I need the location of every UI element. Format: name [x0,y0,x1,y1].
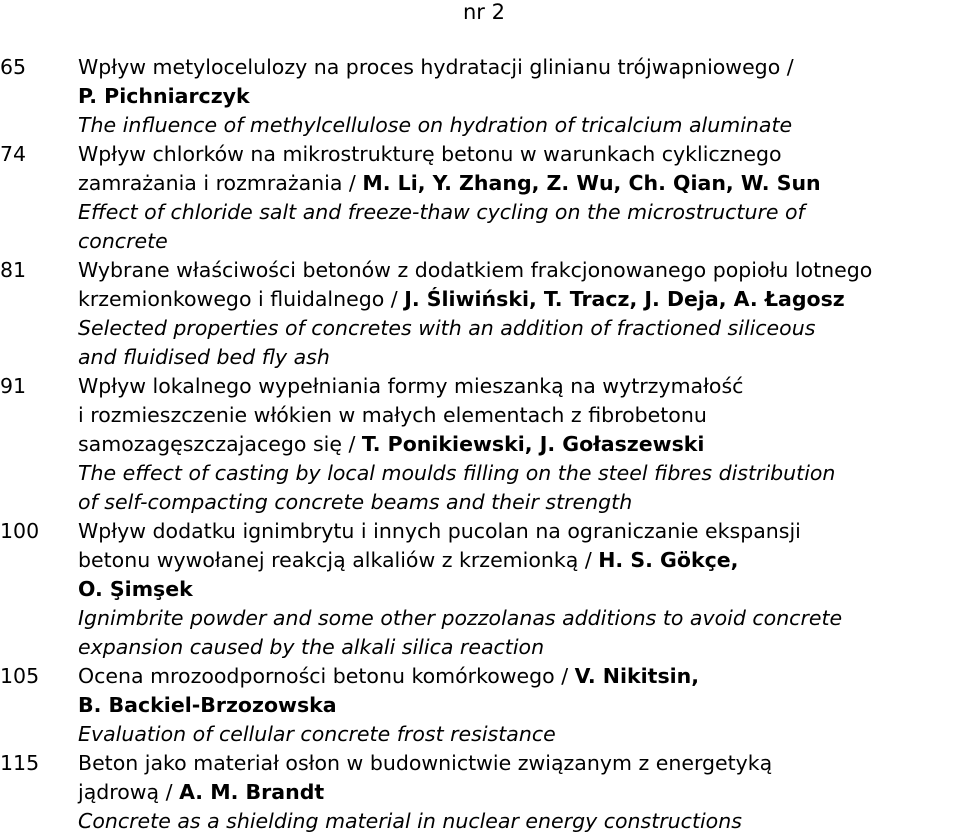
toc-entry[interactable] [0,256,960,372]
authors: J. Śliwiński, T. Tracz, J. Deja, A. Łagosz [404,287,845,311]
authors: T. Ponikiewski, J. Gołaszewski [361,432,705,456]
toc-entry[interactable] [0,372,960,517]
polish-title-line: i rozmieszczenie włókien w małych elementach z fibrobetonu [78,403,707,427]
english-title-line: expansion caused by the alkali silica reaction [78,635,545,659]
authors: O. Şimşek [78,577,193,601]
polish-title-line [78,778,960,807]
polish-title-tail: jądrową / [78,780,180,804]
polish-title-line [78,546,960,575]
page-number: 81 [0,258,27,282]
page-number: 74 [0,142,27,166]
toc-entry[interactable] [0,517,960,662]
toc-entry[interactable] [0,140,960,256]
polish-title-tail: betonu wywołanej reakcją alkaliów z krzemionką / [78,548,599,572]
polish-title-line [78,285,960,314]
authors: M. Li, Y. Zhang, Z. Wu, Ch. Qian, W. Sun [362,171,821,195]
page-number: 115 [0,751,40,775]
authors: V. Nikitsin, [574,664,700,688]
polish-title-line [78,691,960,720]
table-of-contents [0,53,960,836]
polish-title-tail: zamrażania i rozmrażania / [78,171,363,195]
authors: P. Pichniarczyk [78,84,250,108]
english-title-line: Concrete as a shielding material in nuclear energy constructions [78,809,742,833]
english-title-line: of self-compacting concrete beams and their strength [78,490,633,514]
polish-title-line [78,575,960,604]
polish-title-line: Wpływ metylocelulozy na proces hydratacji glinianu trójwapniowego / [78,55,794,79]
english-title-line: Effect of chloride salt and freeze-thaw cycling on the microstructure of [78,200,805,224]
polish-title-line: Beton jako materiał osłon w budownictwie związanym z energetyką [78,751,773,775]
polish-title-line [78,662,960,691]
authors: A. M. Brandt [179,780,325,804]
polish-title-line: Wpływ lokalnego wypełniania formy mieszanką na wytrzymałość [78,374,744,398]
english-title-line: The effect of casting by local moulds filling on the steel fibres distribution [78,461,836,485]
page-number: 91 [0,374,27,398]
authors: H. S. Gökçe, [598,548,739,572]
page-number: 105 [0,664,40,688]
page-number: 100 [0,519,40,543]
english-title-line: Evaluation of cellular concrete frost resistance [78,722,556,746]
polish-title-line [78,430,960,459]
polish-title-tail: Ocena mrozoodporności betonu komórkowego / [78,664,575,688]
toc-entry[interactable] [0,662,960,749]
polish-title-tail: samozagęszczajacego się / [78,432,362,456]
toc-entry[interactable] [0,53,960,140]
english-title-line: Selected properties of concretes with an addition of fractioned siliceous [78,316,816,340]
page-number: 65 [0,55,27,79]
polish-title-line: Wpływ chlorków na mikrostrukturę betonu w warunkach cyklicznego [78,142,782,166]
polish-title-line: Wybrane właściwości betonów z dodatkiem frakcjonowanego popiołu lotnego [78,258,873,282]
polish-title-line [78,169,960,198]
polish-title-line [78,82,960,111]
english-title-line: and fluidised bed fly ash [78,345,330,369]
english-title-line: Ignimbrite powder and some other pozzolanas additions to avoid concrete [78,606,843,630]
polish-title-line: Wpływ dodatku ignimbrytu i innych pucolan na ograniczanie ekspansji [78,519,801,543]
english-title-line: The influence of methylcellulose on hydration of tricalcium aluminate [78,113,793,137]
polish-title-tail: krzemionkowego i fluidalnego / [78,287,405,311]
issue-number: nr 2 [463,0,505,24]
english-title-line: concrete [78,229,168,253]
authors: B. Backiel-Brzozowska [78,693,337,717]
toc-entry[interactable] [0,749,960,836]
